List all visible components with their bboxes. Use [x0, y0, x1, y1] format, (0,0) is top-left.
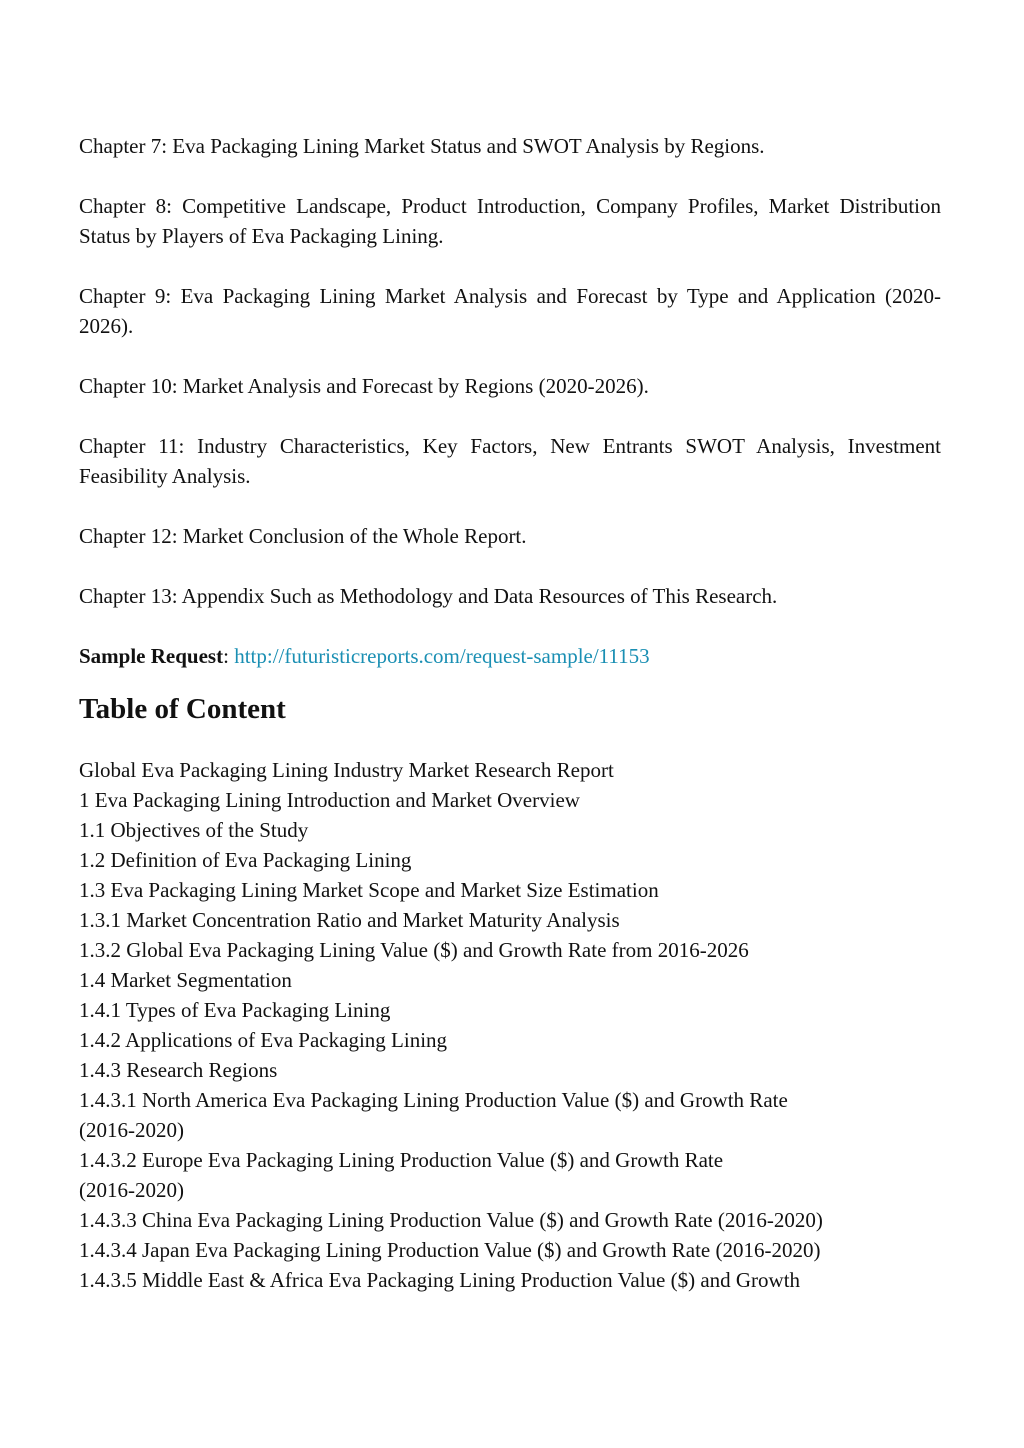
toc-item: 1.2 Definition of Eva Packaging Lining [79, 848, 412, 872]
chapter-10-paragraph: Chapter 10: Market Analysis and Forecast by Regions (2020-2026). [79, 374, 649, 398]
document-page [79, 131, 941, 1295]
toc-item: Global Eva Packaging Lining Industry Market Research Report [79, 758, 614, 782]
sample-request-label: Sample Request [79, 644, 224, 668]
toc-item: 1.4.3.3 China Eva Packaging Lining Production Value ($) and Growth Rate (2016-2020) [79, 1208, 823, 1232]
toc-item: 1 Eva Packaging Lining Introduction and Market Overview [79, 788, 580, 812]
sample-request-link[interactable]: http://futuristicreports.com/request-sample/11153 [234, 644, 650, 668]
toc-item: 1.4.3.1 North America Eva Packaging Lining Production Value ($) and Growth Rate [79, 1088, 788, 1112]
toc-item: 1.4 Market Segmentation [79, 968, 292, 992]
chapter-9-paragraph: Chapter 9: Eva Packaging Lining Market Analysis and Forecast by Type and Application (2020-2026). [79, 284, 941, 338]
toc-item: 1.4.3.5 Middle East & Africa Eva Packaging Lining Production Value ($) and Growth [79, 1268, 801, 1292]
toc-item: (2016-2020) [79, 1178, 184, 1202]
toc-heading: Table of Content [79, 693, 286, 725]
toc-item: 1.4.2 Applications of Eva Packaging Lining [79, 1028, 448, 1052]
toc-list [79, 755, 941, 1295]
chapter-13-paragraph: Chapter 13: Appendix Such as Methodology and Data Resources of This Research. [79, 584, 778, 608]
toc-item: 1.4.3 Research Regions [79, 1058, 278, 1082]
chapter-8-paragraph: Chapter 8: Competitive Landscape, Product Introduction, Company Profiles, Market Distribution Status by Players of Eva Packaging Lining. [79, 194, 941, 248]
chapter-11-paragraph: Chapter 11: Industry Characteristics, Key Factors, New Entrants SWOT Analysis, Investment Feasibility Analysis. [79, 434, 941, 488]
toc-item: 1.4.3.4 Japan Eva Packaging Lining Production Value ($) and Growth Rate (2016-2020) [79, 1238, 821, 1262]
toc-item: (2016-2020) [79, 1118, 184, 1142]
toc-item: 1.4.1 Types of Eva Packaging Lining [79, 998, 391, 1022]
chapter-7-paragraph: Chapter 7: Eva Packaging Lining Market Status and SWOT Analysis by Regions. [79, 134, 765, 158]
sample-request-line [79, 641, 941, 671]
chapter-12-paragraph: Chapter 12: Market Conclusion of the Whole Report. [79, 524, 527, 548]
toc-item: 1.1 Objectives of the Study [79, 818, 309, 842]
toc-item: 1.3.1 Market Concentration Ratio and Market Maturity Analysis [79, 908, 620, 932]
sample-request-separator: : [223, 644, 229, 668]
toc-item: 1.4.3.2 Europe Eva Packaging Lining Production Value ($) and Growth Rate [79, 1148, 724, 1172]
toc-item: 1.3 Eva Packaging Lining Market Scope and Market Size Estimation [79, 878, 659, 902]
toc-item: 1.3.2 Global Eva Packaging Lining Value ($) and Growth Rate from 2016-2026 [79, 938, 749, 962]
